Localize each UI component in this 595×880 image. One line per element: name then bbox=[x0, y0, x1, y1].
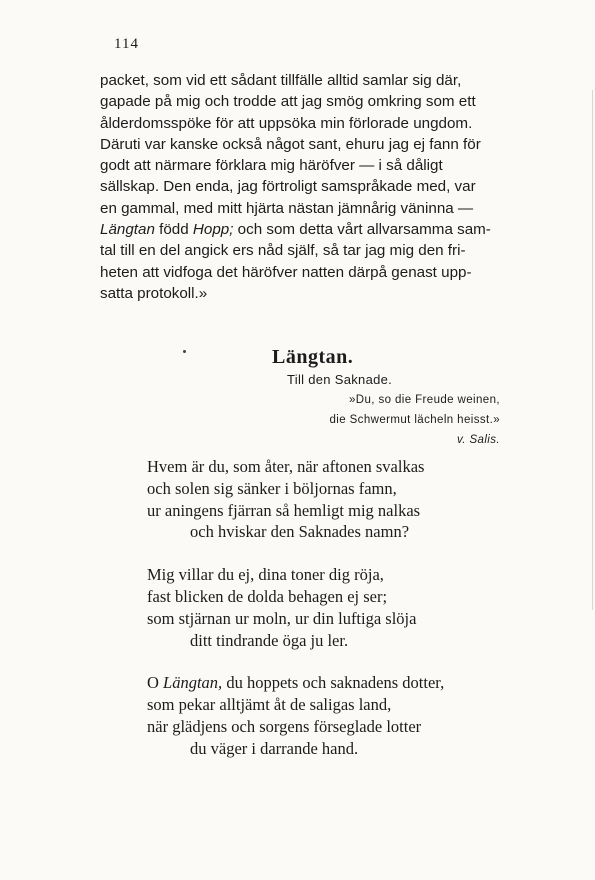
epigraph bbox=[329, 390, 500, 450]
verse-text: O bbox=[147, 673, 164, 693]
poem-body bbox=[147, 456, 444, 781]
verse-line bbox=[147, 672, 444, 694]
epigraph-line: »Du, so die Freude weinen, bbox=[348, 394, 500, 406]
verse-line: och hviskar den Saknades namn? bbox=[190, 522, 410, 542]
prose-line: heten att vidfoga det häröfver natten därpå genast upp- bbox=[100, 263, 472, 281]
prose-line: godt att närmare förklara mig häröfver — i så dåligt bbox=[100, 157, 443, 175]
prose-paragraph bbox=[100, 70, 528, 304]
poem-title: Längtan. bbox=[272, 346, 354, 368]
prose-line: tal till en del angick ers nåd själf, så tar jag mig den fri- bbox=[100, 242, 466, 260]
prose-line: gapade på mig och trodde att jag smög omkring som ett bbox=[100, 93, 476, 111]
prose-line: Däruti var kanske också något sant, ehuru jag ej fann för bbox=[100, 135, 481, 153]
prose-line: ålderdomsspöke för att uppsöka min förlorade ungdom. bbox=[100, 114, 473, 132]
verse-line: Mig villar du ej, dina toner dig röja, bbox=[147, 565, 384, 585]
verse-text: du hoppets och saknadens dotter, bbox=[222, 673, 445, 693]
verse-line: ditt tindrande öga ju ler. bbox=[190, 630, 349, 650]
verse-line: när glädjens och sorgens förseglade lotter bbox=[147, 716, 422, 736]
prose-line bbox=[100, 219, 528, 240]
verse-line: som pekar alltjämt åt de saligas land, bbox=[147, 695, 392, 715]
page-number: 114 bbox=[114, 36, 139, 52]
prose-text: född bbox=[154, 221, 193, 239]
epigraph-author-name: v. Salis. bbox=[456, 434, 500, 446]
epigraph-author bbox=[329, 430, 500, 450]
stanza bbox=[147, 456, 444, 543]
prose-italic-word: Längtan bbox=[100, 221, 155, 239]
prose-line: packet, som vid ett sådant tillfälle alltid samlar sig där, bbox=[100, 72, 462, 89]
verse-line: ur aningens fjärran så hemligt mig nalkas bbox=[147, 500, 421, 520]
stanza bbox=[147, 564, 444, 651]
verse-line: och solen sig sänker i böljornas famn, bbox=[147, 478, 397, 498]
prose-line: satta protokoll.» bbox=[100, 284, 208, 302]
verse-line: som stjärnan ur moln, ur din luftiga slöja bbox=[147, 608, 417, 628]
prose-italic-word: Hopp; bbox=[192, 221, 234, 239]
verse-line: fast blicken de dolda behagen ej ser; bbox=[147, 586, 388, 606]
poem-subtitle: Till den Saknade. bbox=[287, 372, 393, 387]
stanza bbox=[147, 672, 444, 759]
verse-italic-word: Längtan, bbox=[163, 673, 223, 693]
prose-line: en gammal, med mitt hjärta nästan jämnårig väninna — bbox=[100, 199, 474, 217]
verse-line: Hvem är du, som åter, när aftonen svalkas bbox=[147, 457, 425, 476]
verse-line: du väger i darrande hand. bbox=[190, 738, 359, 758]
epigraph-line: die Schwermut lächeln heisst.» bbox=[329, 414, 500, 426]
prose-line: sällskap. Den enda, jag förtroligt samspråkade med, var bbox=[100, 178, 476, 196]
print-speck bbox=[183, 350, 186, 353]
page-edge-line bbox=[592, 90, 593, 610]
prose-text: och som detta vårt allvarsamma sam- bbox=[233, 221, 491, 239]
